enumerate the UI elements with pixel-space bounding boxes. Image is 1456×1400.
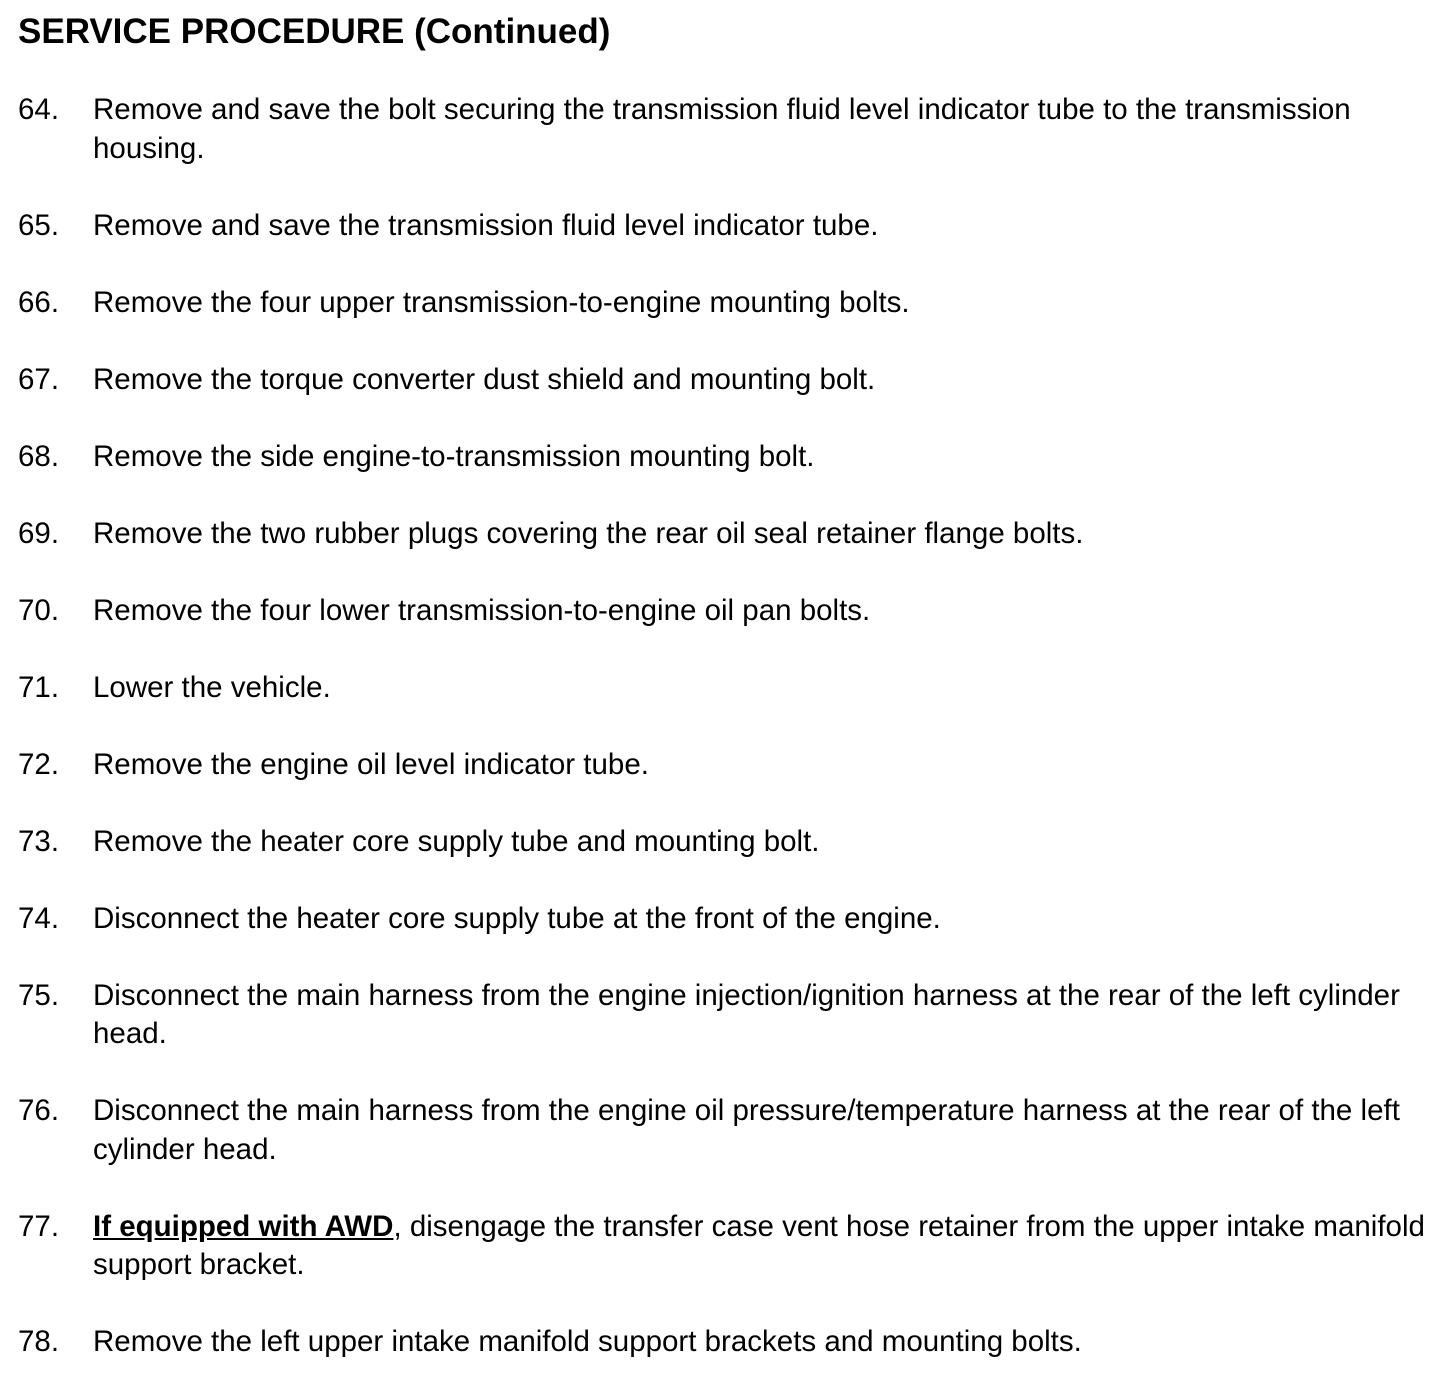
step-number: 72. (18, 747, 60, 781)
step-number: 78. (18, 1325, 60, 1358)
step-number: 74. (18, 901, 60, 935)
step-text (93, 1208, 1436, 1285)
procedure-step (0, 91, 1456, 168)
step-text: Remove the four lower transmission-to-engine oil pan bolts. (93, 593, 871, 627)
step-number: 69. (18, 516, 60, 550)
step-number: 77. (18, 1209, 60, 1243)
step-number: 70. (18, 593, 60, 627)
step-number: 64. (18, 93, 60, 126)
step-text-remainder: , disengage the transfer case vent hose retainer from the upper intake manifold support bracket. (93, 1209, 1425, 1281)
procedure-step (0, 823, 1456, 862)
procedure-step (0, 438, 1456, 477)
step-number: 65. (18, 208, 60, 242)
procedure-step (0, 1323, 1456, 1362)
step-text: Remove the engine oil level indicator tube. (93, 747, 649, 781)
step-text: Disconnect the main harness from the engine injection/ignition harness at the rear of the left cylinder head. (93, 978, 1400, 1050)
step-text: Disconnect the heater core supply tube at the front of the engine. (93, 901, 941, 935)
procedure-step (0, 207, 1456, 246)
step-text: Remove the left upper intake manifold support brackets and mounting bolts. (93, 1325, 1082, 1358)
step-text: Remove the side engine-to-transmission mounting bolt. (93, 439, 815, 473)
procedure-step (0, 977, 1456, 1054)
step-number: 71. (18, 670, 60, 704)
procedure-step (0, 900, 1456, 939)
step-text: Remove the two rubber plugs covering the rear oil seal retainer flange bolts. (93, 516, 1084, 550)
step-number: 68. (18, 439, 60, 473)
step-text: Disconnect the main harness from the engine oil pressure/temperature harness at the rear of the left cylinder head. (93, 1094, 1400, 1166)
step-text: Remove and save the transmission fluid level indicator tube. (93, 208, 879, 242)
procedure-step (0, 1208, 1456, 1285)
procedure-step (0, 592, 1456, 631)
step-text: Remove the heater core supply tube and mounting bolt. (93, 824, 820, 858)
procedure-step (0, 746, 1456, 785)
step-number: 67. (18, 362, 60, 396)
awd-condition-label: If equipped with AWD (93, 1209, 394, 1243)
step-text: Remove the four upper transmission-to-engine mounting bolts. (93, 285, 910, 319)
step-number: 66. (18, 285, 60, 319)
step-number: 73. (18, 824, 60, 858)
procedure-step (0, 669, 1456, 708)
procedure-step (0, 361, 1456, 400)
step-number: 76. (18, 1094, 60, 1127)
step-text: Remove and save the bolt securing the transmission fluid level indicator tube to the transmission housing. (93, 93, 1351, 165)
procedure-step (0, 515, 1456, 554)
procedure-step (0, 1092, 1456, 1169)
step-text: Lower the vehicle. (93, 670, 331, 704)
page-title: SERVICE PROCEDURE (Continued) (18, 12, 611, 51)
step-number: 75. (18, 978, 60, 1012)
procedure-step-list (0, 91, 1456, 1400)
procedure-step (0, 284, 1456, 323)
step-text: Remove the torque converter dust shield and mounting bolt. (93, 362, 876, 396)
